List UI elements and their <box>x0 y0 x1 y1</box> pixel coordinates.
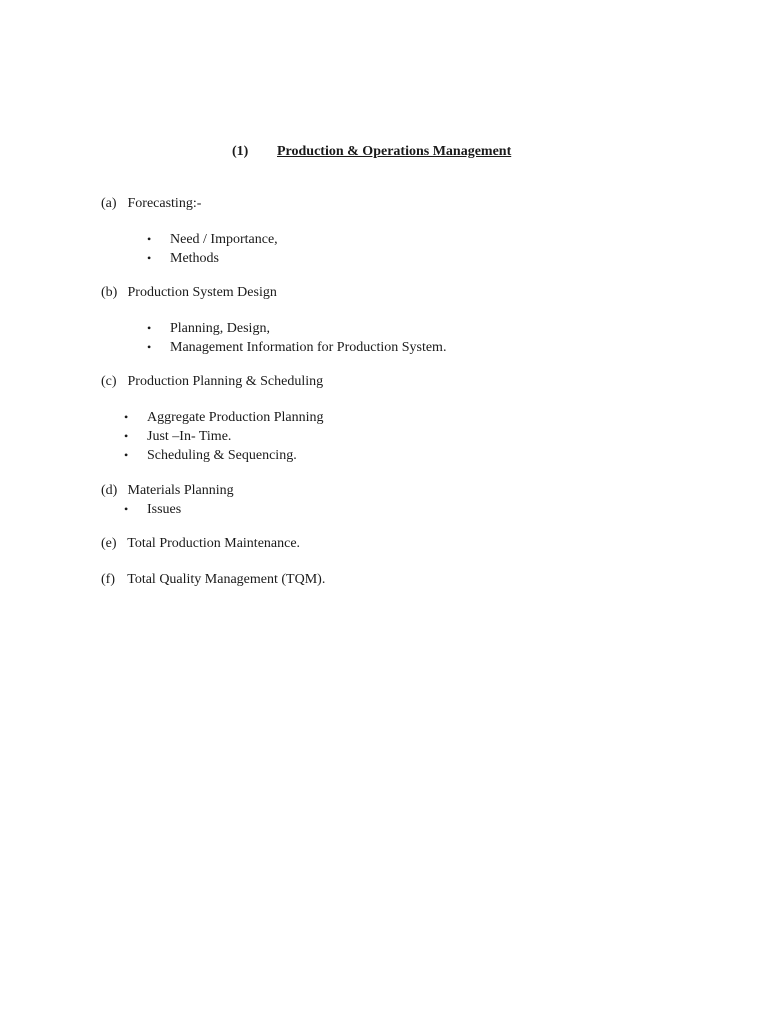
section-b-list <box>147 319 447 357</box>
section-title: Total Production Maintenance. <box>127 536 301 551</box>
section-e <box>101 534 300 553</box>
bullet-icon: • <box>147 251 152 265</box>
heading-number: (1) <box>232 144 249 159</box>
section-label: (e) <box>101 536 117 551</box>
section-d-list <box>124 500 182 519</box>
section-b <box>101 283 277 302</box>
heading-title: Production & Operations Management <box>277 144 512 159</box>
section-f <box>101 570 325 589</box>
section-c-list <box>124 408 324 465</box>
section-title: Total Quality Management (TQM). <box>127 572 326 587</box>
list-item: • Aggregate Production Planning <box>124 410 324 425</box>
section-label: (f) <box>101 572 115 587</box>
bullet-icon: • <box>147 340 152 354</box>
section-label: (c) <box>101 374 117 389</box>
list-item: • Scheduling & Sequencing. <box>124 448 297 463</box>
list-item: • Management Information for Production System. <box>147 340 447 355</box>
bullet-icon: • <box>124 502 129 516</box>
bullet-icon: • <box>124 410 129 424</box>
section-a-list <box>147 230 278 268</box>
section-a <box>101 194 201 213</box>
list-item: • Planning, Design, <box>147 321 270 336</box>
section-title: Materials Planning <box>127 483 234 498</box>
section-title: Forecasting:- <box>127 196 202 211</box>
list-item: • Issues <box>124 502 182 517</box>
list-item: • Need / Importance, <box>147 232 278 247</box>
bullet-icon: • <box>124 448 129 462</box>
list-item: • Just –In- Time. <box>124 429 232 444</box>
section-label: (a) <box>101 196 117 211</box>
list-item: • Methods <box>147 251 219 266</box>
section-title: Production Planning & Scheduling <box>127 374 324 389</box>
bullet-icon: • <box>147 232 152 246</box>
section-c <box>101 372 323 391</box>
section-title: Production System Design <box>127 285 277 300</box>
section-label: (d) <box>101 483 118 498</box>
section-d <box>101 481 234 500</box>
bullet-icon: • <box>147 321 152 335</box>
bullet-icon: • <box>124 429 129 443</box>
section-label: (b) <box>101 285 118 300</box>
